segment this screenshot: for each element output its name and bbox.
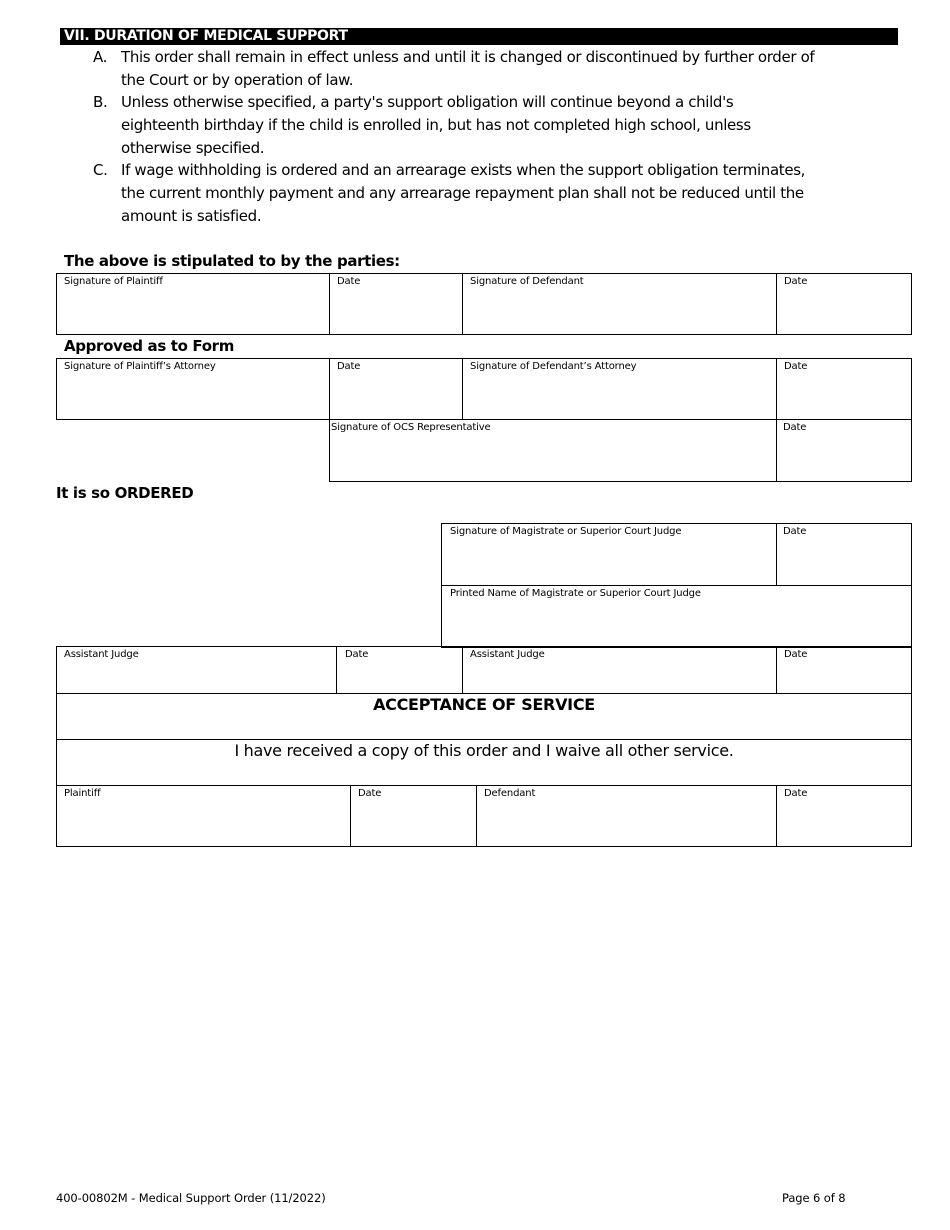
judge-signature-table xyxy=(441,523,912,648)
list-item-c xyxy=(93,159,893,228)
judge-printed-name-field[interactable] xyxy=(442,586,911,647)
defendant-attorney-date-field[interactable] xyxy=(777,359,911,419)
assistant-judge-1-date-field[interactable] xyxy=(337,647,462,693)
field-label: Printed Name of Magistrate or Superior Court Judge xyxy=(450,588,701,599)
field-label: Date xyxy=(784,788,808,799)
field-label: Assistant Judge xyxy=(64,649,139,660)
field-label: Signature of Magistrate or Superior Court Judge xyxy=(450,526,682,537)
field-label: Date xyxy=(783,526,807,537)
stipulation-signature-table xyxy=(56,273,912,335)
attorney-signature-table xyxy=(56,358,912,420)
item-text-line: otherwise specified. xyxy=(121,139,265,157)
plaintiff-signature-field[interactable] xyxy=(57,274,329,334)
field-label: Date xyxy=(337,276,361,287)
field-label: Date xyxy=(784,649,808,660)
plaintiff-attorney-signature-field[interactable] xyxy=(57,359,329,419)
acceptance-defendant-date-field[interactable] xyxy=(777,786,911,846)
plaintiff-attorney-date-field[interactable] xyxy=(330,359,462,419)
field-label: Assistant Judge xyxy=(470,649,545,660)
list-item-a xyxy=(93,46,893,92)
field-label: Date xyxy=(337,361,361,372)
approved-heading: Approved as to Form xyxy=(64,337,234,355)
section-title: VII. DURATION OF MEDICAL SUPPORT xyxy=(60,28,898,45)
page-number: Page 6 of 8 xyxy=(782,1191,846,1205)
judge-date-field[interactable] xyxy=(777,524,911,585)
acceptance-plaintiff-date-field[interactable] xyxy=(351,786,476,846)
item-text-line: the Court or by operation of law. xyxy=(121,71,354,89)
field-label: Date xyxy=(784,361,808,372)
field-label: Date xyxy=(358,788,382,799)
field-label: Signature of Plaintiff xyxy=(64,276,163,287)
ocs-representative-signature-field[interactable] xyxy=(330,420,776,481)
acceptance-defendant-field[interactable] xyxy=(477,786,776,846)
field-label: Defendant xyxy=(484,788,536,799)
item-letter: B. xyxy=(93,93,108,111)
assistant-judge-2-field[interactable] xyxy=(463,647,776,693)
acceptance-title-row xyxy=(57,694,911,739)
assistant-judge-1-field[interactable] xyxy=(57,647,336,693)
field-label: Date xyxy=(345,649,369,660)
service-table xyxy=(56,646,912,847)
item-text-line: amount is satisfied. xyxy=(121,207,262,225)
assistant-judge-2-date-field[interactable] xyxy=(777,647,911,693)
field-label: Date xyxy=(783,422,807,433)
field-label: Signature of Plaintiff’s Attorney xyxy=(64,361,216,372)
list-item-b xyxy=(93,91,893,160)
defendant-attorney-signature-field[interactable] xyxy=(463,359,776,419)
field-label: Date xyxy=(784,276,808,287)
plaintiff-date-field[interactable] xyxy=(330,274,462,334)
item-text-line: eighteenth birthday if the child is enrolled in, but has not completed high school, unless xyxy=(121,116,751,134)
item-text-line: the current monthly payment and any arrearage repayment plan shall not be reduced until the xyxy=(121,184,804,202)
field-label: Signature of OCS Representative xyxy=(331,422,491,433)
item-text-line: This order shall remain in effect unless and until it is changed or discontinued by further order of xyxy=(121,48,815,66)
form-id: 400-00802M - Medical Support Order (11/2022) xyxy=(56,1191,326,1205)
ocs-date-field[interactable] xyxy=(777,420,911,481)
defendant-date-field[interactable] xyxy=(777,274,911,334)
field-label: Plaintiff xyxy=(64,788,101,799)
defendant-signature-field[interactable] xyxy=(463,274,776,334)
acceptance-title: ACCEPTANCE OF SERVICE xyxy=(373,695,595,714)
acceptance-statement-row xyxy=(57,740,911,785)
ordered-heading: It is so ORDERED xyxy=(56,484,194,502)
acceptance-statement: I have received a copy of this order and I waive all other service. xyxy=(234,741,734,760)
item-letter: A. xyxy=(93,48,108,66)
stipulated-heading: The above is stipulated to by the parties: xyxy=(64,252,400,270)
field-label: Signature of Defendant xyxy=(470,276,584,287)
ocs-signature-table xyxy=(329,419,912,482)
item-text-line: If wage withholding is ordered and an arrearage exists when the support obligation terminates, xyxy=(121,161,806,179)
judge-signature-field[interactable] xyxy=(442,524,776,585)
item-text-line: Unless otherwise specified, a party's support obligation will continue beyond a child's xyxy=(121,93,734,111)
field-label: Signature of Defendant’s Attorney xyxy=(470,361,637,372)
acceptance-plaintiff-field[interactable] xyxy=(57,786,350,846)
item-letter: C. xyxy=(93,161,108,179)
